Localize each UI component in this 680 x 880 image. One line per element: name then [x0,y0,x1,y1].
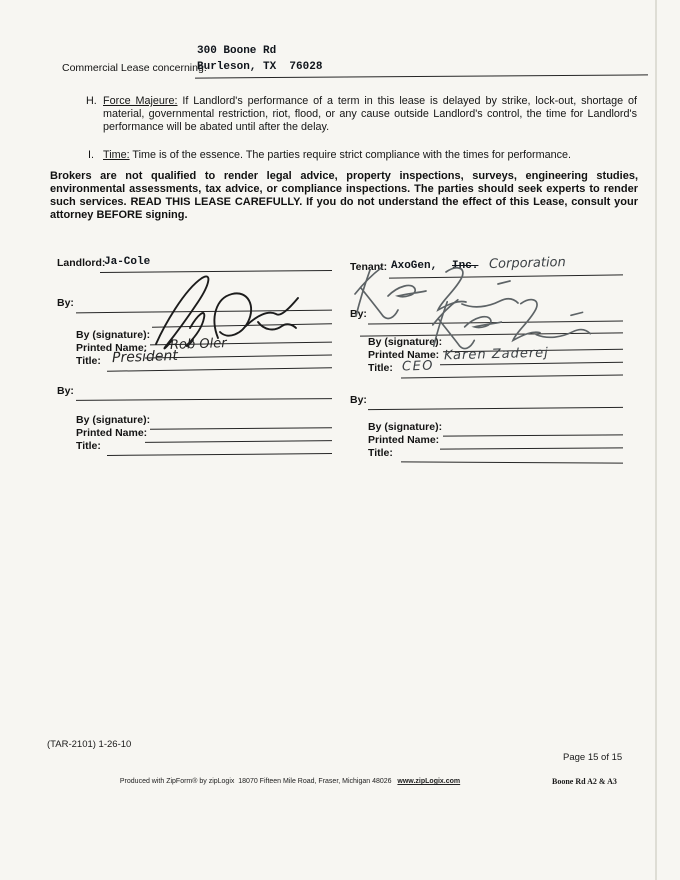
tenant-printedname-line-2 [440,447,623,449]
tenant-printedname-label-1: Printed Name: [368,349,440,361]
tenant-name-typed: AxoGen, [391,260,438,272]
tenant-bysig-label-2: By (signature): [368,421,443,433]
tenant-printed-name-handwritten: Karen Zaderej [443,345,550,364]
tenant-bysig-label-1: By (signature): [368,336,443,348]
footer-doc-ref: Boone Rd A2 & A3 [552,777,617,786]
landlord-name-typed: Ja-Cole [104,256,151,268]
landlord-bysig-label-2: By (signature): [76,414,151,426]
header-rule [195,74,648,78]
header-address-line2: Burleson, TX 76028 [197,61,323,73]
landlord-by-label-2: By: [57,385,74,397]
clause-i-term: Time: [103,149,130,161]
tenant-by-label-2: By: [350,394,367,406]
landlord-by-label-1: By: [57,297,74,309]
tenant-title-line-1 [401,374,623,378]
tenant-bysig-line-2 [443,434,623,436]
footer-form-code: (TAR-2101) 1-26-10 [47,739,132,750]
landlord-title-label-2: Title: [76,440,101,452]
tenant-label: Tenant: [350,261,388,273]
tenant-by-label-1: By: [350,308,367,320]
landlord-bysig-label-1: By (signature): [76,329,151,341]
ziplogix-link[interactable]: www.zipLogix.com [397,778,461,785]
tenant-name-struck: Inc. [452,260,479,272]
clause-h-paragraph [103,95,637,134]
landlord-printedname-label-1: Printed Name: [76,342,148,354]
clause-h-text: If Landlord's performance of a term in this lease is delayed by strike, lock-out, shortage of material, governmental restriction, riot, flood, or any cause outside Landlord's control, the time for Landlord's performance will be abated until after the delay. [103,95,638,133]
clause-h-term: Force Majeure: [103,95,178,107]
footer-produced-with [116,771,460,785]
header-address-line1: 300 Boone Rd [197,45,277,57]
clause-i-letter: I. [88,149,94,161]
tenant-signature-scribble-2 [428,294,596,352]
landlord-printed-name-handwritten: Rob Oler [169,336,227,353]
footer-page-indicator: Page 15 of 15 [563,752,623,763]
landlord-by-line-2 [76,398,332,401]
landlord-bysig-line-2 [150,427,332,430]
clause-i-paragraph [103,149,637,162]
tenant-title-label-1: Title: [368,362,393,374]
scan-edge-line [655,0,657,880]
header-concerning-label: Commercial Lease concerning: [62,62,207,74]
footer-produced-text: Produced with ZipForm® by zipLogix 18070 Fifteen Mile Road, Fraser, Michigan 48026 [119,778,398,785]
tenant-title-handwritten: CEO [401,358,435,375]
landlord-title-label-1: Title: [76,355,101,367]
broker-notice: Brokers are not qualified to render legal advice, property inspections, surveys, engineering studies, environmental assessments, tax advice, or compliance inspections. The parties should seek experts to render such services. READ THIS LEASE CAREFULLY. If you do not understand the effect of this Lease, consult your attorney BEFORE signing. [50,170,638,221]
landlord-label: Landlord: [57,257,106,269]
landlord-title-line-1 [107,367,332,372]
landlord-printedname-label-2: Printed Name: [76,427,148,439]
tenant-by-line-2 [368,407,623,410]
landlord-printedname-line-2 [145,440,332,443]
clause-h-letter: H. [86,95,97,107]
tenant-printedname-label-2: Printed Name: [368,434,440,446]
tenant-title-label-2: Title: [368,447,393,459]
landlord-title-line-2 [107,453,332,456]
landlord-title-handwritten: President [111,347,179,367]
clause-i-text: Time is of the essence. The parties require strict compliance with the times for performance. [132,149,572,161]
tenant-title-line-2 [401,461,623,463]
tenant-correction-handwritten: Corporation [488,254,566,273]
